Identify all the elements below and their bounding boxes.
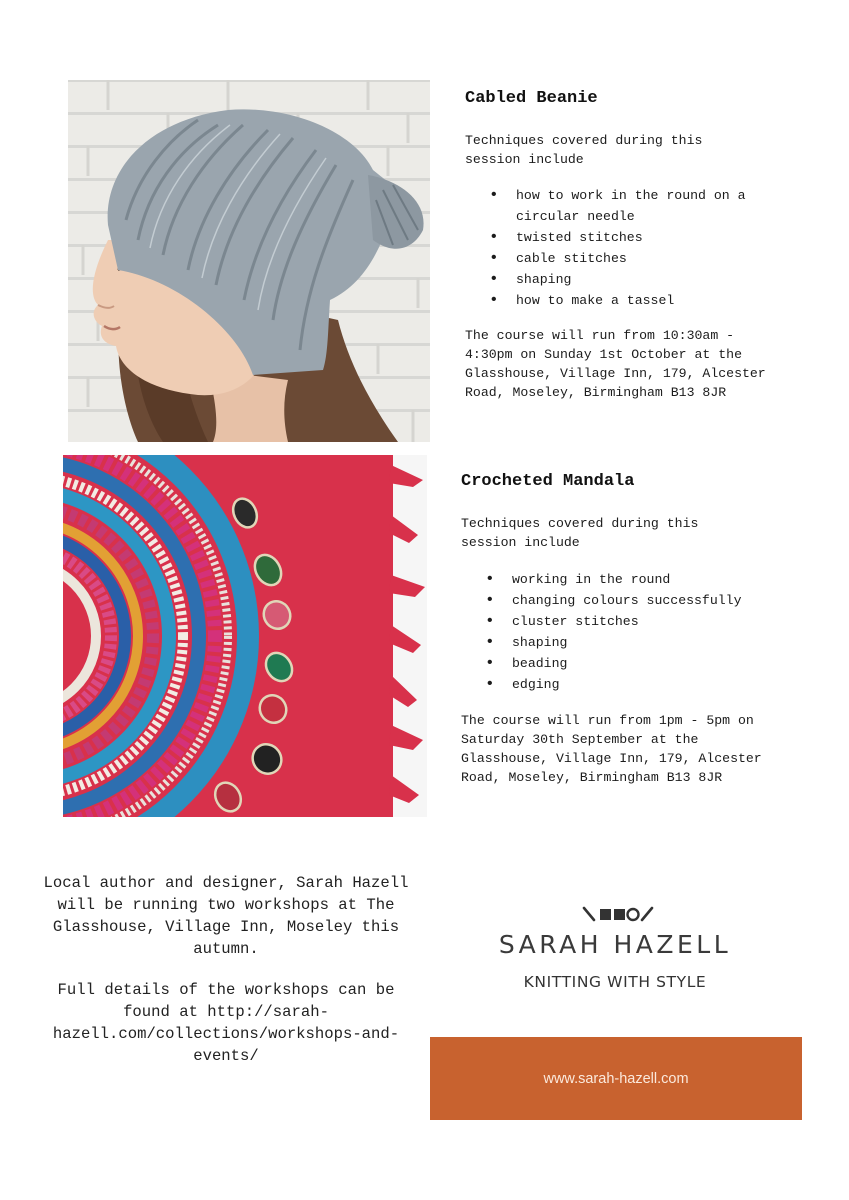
crocheted-mandala-title: Crocheted Mandala — [461, 472, 635, 491]
list-item: • shaping — [465, 269, 795, 290]
cabled-beanie-details: The course will run from 10:30am - 4:30pm on Sunday 1st October at the Glasshouse, Village Inn, 179, Alcester Road, Moseley, Birmingham B13 8JR — [465, 328, 766, 400]
promo-text — [40, 872, 412, 1067]
cabled-beanie-techniques — [465, 185, 795, 311]
crocheted-mandala-intro: Techniques covered during this session include — [461, 516, 699, 550]
promo-more-info: Full details of the workshops can be found at http://sarah-hazell.com/collections/workshops-and-events/ — [52, 981, 400, 1065]
promo-intro: Local author and designer, Sarah Hazell will be running two workshops at The Glasshouse, Village Inn, Moseley this autumn. — [43, 874, 409, 958]
cabled-beanie-intro: Techniques covered during this session include — [465, 133, 703, 167]
crocheted-mandala-techniques — [461, 569, 801, 695]
website-link[interactable]: www.sarah-hazell.com — [543, 1070, 689, 1087]
brand-name: SARAH HAZELL — [498, 930, 732, 959]
list-item: • edging — [461, 674, 801, 695]
website-banner — [430, 1037, 802, 1120]
list-item: • how to make a tassel — [465, 290, 795, 311]
brand-tagline: KNITTING WITH STYLE — [523, 973, 707, 991]
crocheted-mandala-details: The course will run from 1pm - 5pm on Saturday 30th September at the Glasshouse, Village Inn, 179, Alcester Road, Moseley, Birmingham B13 8JR — [461, 713, 762, 785]
list-item: • cable stitches — [465, 248, 795, 269]
list-item: • twisted stitches — [465, 227, 795, 248]
list-item: • changing colours successfully — [461, 590, 801, 611]
cabled-beanie-title: Cabled Beanie — [465, 89, 598, 108]
list-item: • shaping — [461, 632, 801, 653]
list-item: • cluster stitches — [461, 611, 801, 632]
crocheted-mandala-photo — [63, 455, 427, 817]
list-item: • how to work in the round on a circular needle — [465, 185, 795, 227]
yarn-needles-logo-icon — [580, 904, 656, 929]
cabled-beanie-photo — [68, 80, 430, 442]
list-item: • beading — [461, 653, 801, 674]
list-item: • working in the round — [461, 569, 801, 590]
